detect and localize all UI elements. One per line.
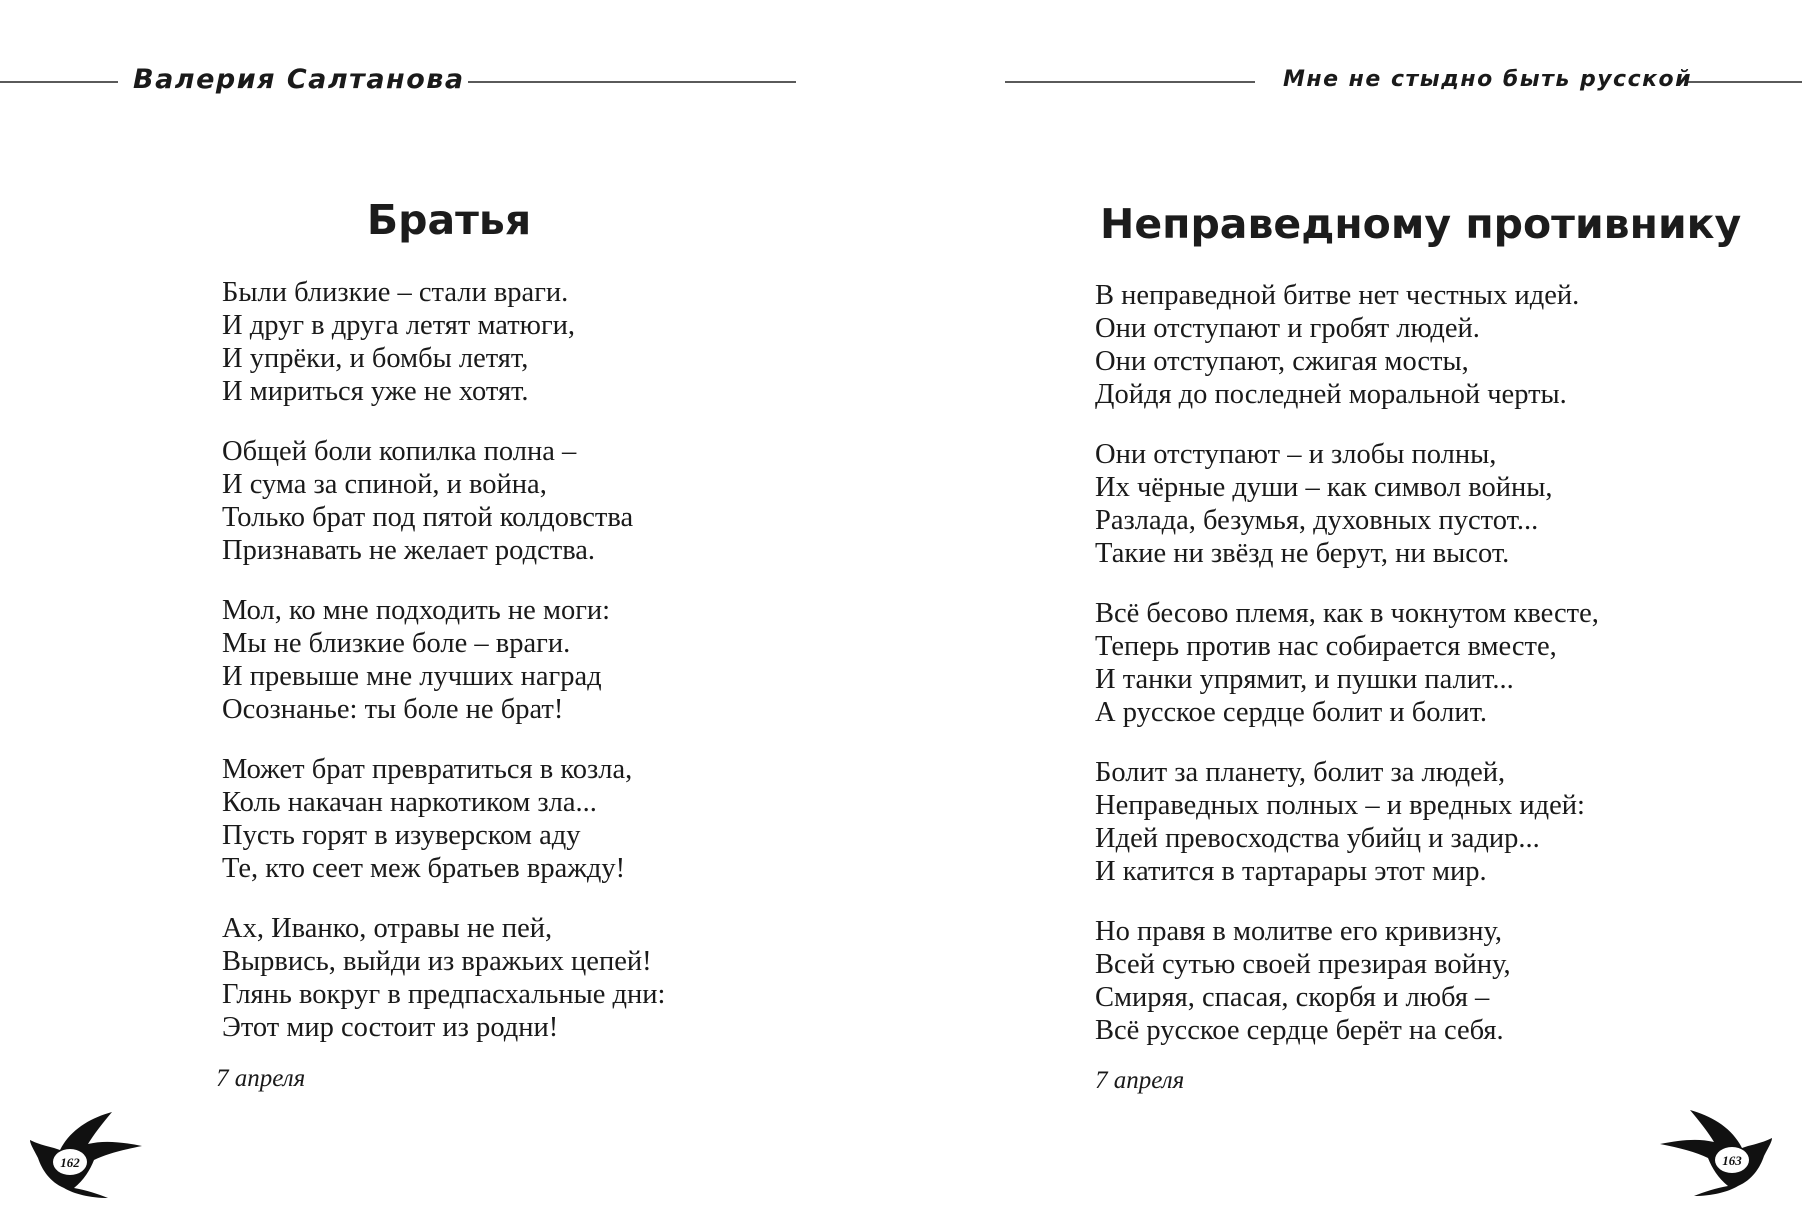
stanza: [1095, 438, 1599, 570]
poem-line: Пусть горят в изуверском аду: [222, 820, 581, 851]
stanza: [222, 912, 665, 1044]
poem-line: Их чёрные души – как символ войны,: [1095, 472, 1553, 503]
poem-line: Может брат превратиться в козла,: [222, 754, 633, 785]
poem-line: Теперь против нас собирается вместе,: [1095, 631, 1557, 662]
poem-line: Болит за планету, болит за людей,: [1095, 757, 1506, 788]
poem-line: И катится в тартарары этот мир.: [1095, 856, 1487, 887]
poem-line: И превыше мне лучших наград: [222, 661, 602, 692]
poem-line: Мы не близкие боле – враги.: [222, 628, 571, 659]
stanza: [1095, 597, 1599, 729]
poem-line: Признавать не желает родства.: [222, 535, 596, 566]
left-poem-body: [222, 276, 665, 1071]
stanza: [1095, 756, 1599, 888]
header-rule-right-inner: [1005, 81, 1255, 83]
right-poem-title: Неправедному противнику: [1100, 200, 1742, 248]
header-book-title: Мне не стыдно быть русской: [1283, 67, 1693, 92]
poem-line: Вырвись, выйди из вражьих цепей!: [222, 946, 652, 977]
swallow-icon-left: [30, 1110, 142, 1198]
poem-line: Коль накачан наркотиком зла...: [222, 787, 597, 818]
poem-line: И друг в друга летят матюги,: [222, 310, 576, 341]
right-poem-date: 7 апреля: [1095, 1067, 1185, 1094]
poem-line: Мол, ко мне подходить не моги:: [222, 595, 611, 626]
poem-line: Всё русское сердце берёт на себя.: [1095, 1015, 1504, 1046]
left-poem-title: Братья: [366, 196, 532, 244]
stanza: [222, 435, 665, 567]
poem-line: Такие ни звёзд не берут, ни высот.: [1095, 538, 1510, 569]
poem-line: Всей сутью своей презирая войну,: [1095, 949, 1511, 980]
poem-line: А русское сердце болит и болит.: [1095, 697, 1488, 728]
stanza: [222, 594, 665, 726]
stanza: [1095, 915, 1599, 1047]
poem-line: Всё бесово племя, как в чокнутом квесте,: [1095, 598, 1599, 629]
header-rule-right-outer: [1685, 81, 1802, 83]
header-rule-left-inner: [468, 81, 796, 83]
poem-line: Осознанье: ты боле не брат!: [222, 694, 564, 725]
right-page-number: 163: [1722, 1153, 1742, 1168]
swallow-icon-right: [1660, 1108, 1772, 1196]
poem-line: Те, кто сеет меж братьев вражду!: [222, 853, 626, 884]
poem-line: В неправедной битве нет честных идей.: [1095, 280, 1580, 311]
poem-line: Были близкие – стали враги.: [222, 277, 569, 308]
poem-line: И мириться уже не хотят.: [222, 376, 529, 407]
stanza: [1095, 279, 1599, 411]
left-page-number: 162: [60, 1155, 80, 1170]
poem-line: Идей превосходства убийц и задир...: [1095, 823, 1540, 854]
poem-line: И танки упрямит, и пушки палит...: [1095, 664, 1514, 695]
header-author: Валерия Салтанова: [133, 64, 465, 95]
header-rule-left-outer: [0, 81, 118, 83]
poem-line: Ах, Иванко, отравы не пей,: [222, 913, 553, 944]
left-poem-date: 7 апреля: [216, 1065, 306, 1092]
poem-line: Разлада, безумья, духовных пустот...: [1095, 505, 1539, 536]
poem-line: Они отступают и гробят людей.: [1095, 313, 1480, 344]
poem-line: Неправедных полных – и вредных идей:: [1095, 790, 1585, 821]
poem-line: И упрёки, и бомбы летят,: [222, 343, 529, 374]
poem-line: Но правя в молитве его кривизну,: [1095, 916, 1503, 947]
poem-line: Общей боли копилка полна –: [222, 436, 577, 467]
right-poem-body: [1095, 279, 1599, 1074]
poem-line: Они отступают, сжигая мосты,: [1095, 346, 1469, 377]
poem-line: И сума за спиной, и война,: [222, 469, 547, 500]
stanza: [222, 276, 665, 408]
poem-line: Глянь вокруг в предпасхальные дни:: [222, 979, 666, 1010]
poem-line: Они отступают – и злобы полны,: [1095, 439, 1497, 470]
poem-line: Только брат под пятой колдовства: [222, 502, 634, 533]
poem-line: Этот мир состоит из родни!: [222, 1012, 559, 1043]
stanza: [222, 753, 665, 885]
poem-line: Смиряя, спасая, скорбя и любя –: [1095, 982, 1490, 1013]
poem-line: Дойдя до последней моральной черты.: [1095, 379, 1567, 410]
